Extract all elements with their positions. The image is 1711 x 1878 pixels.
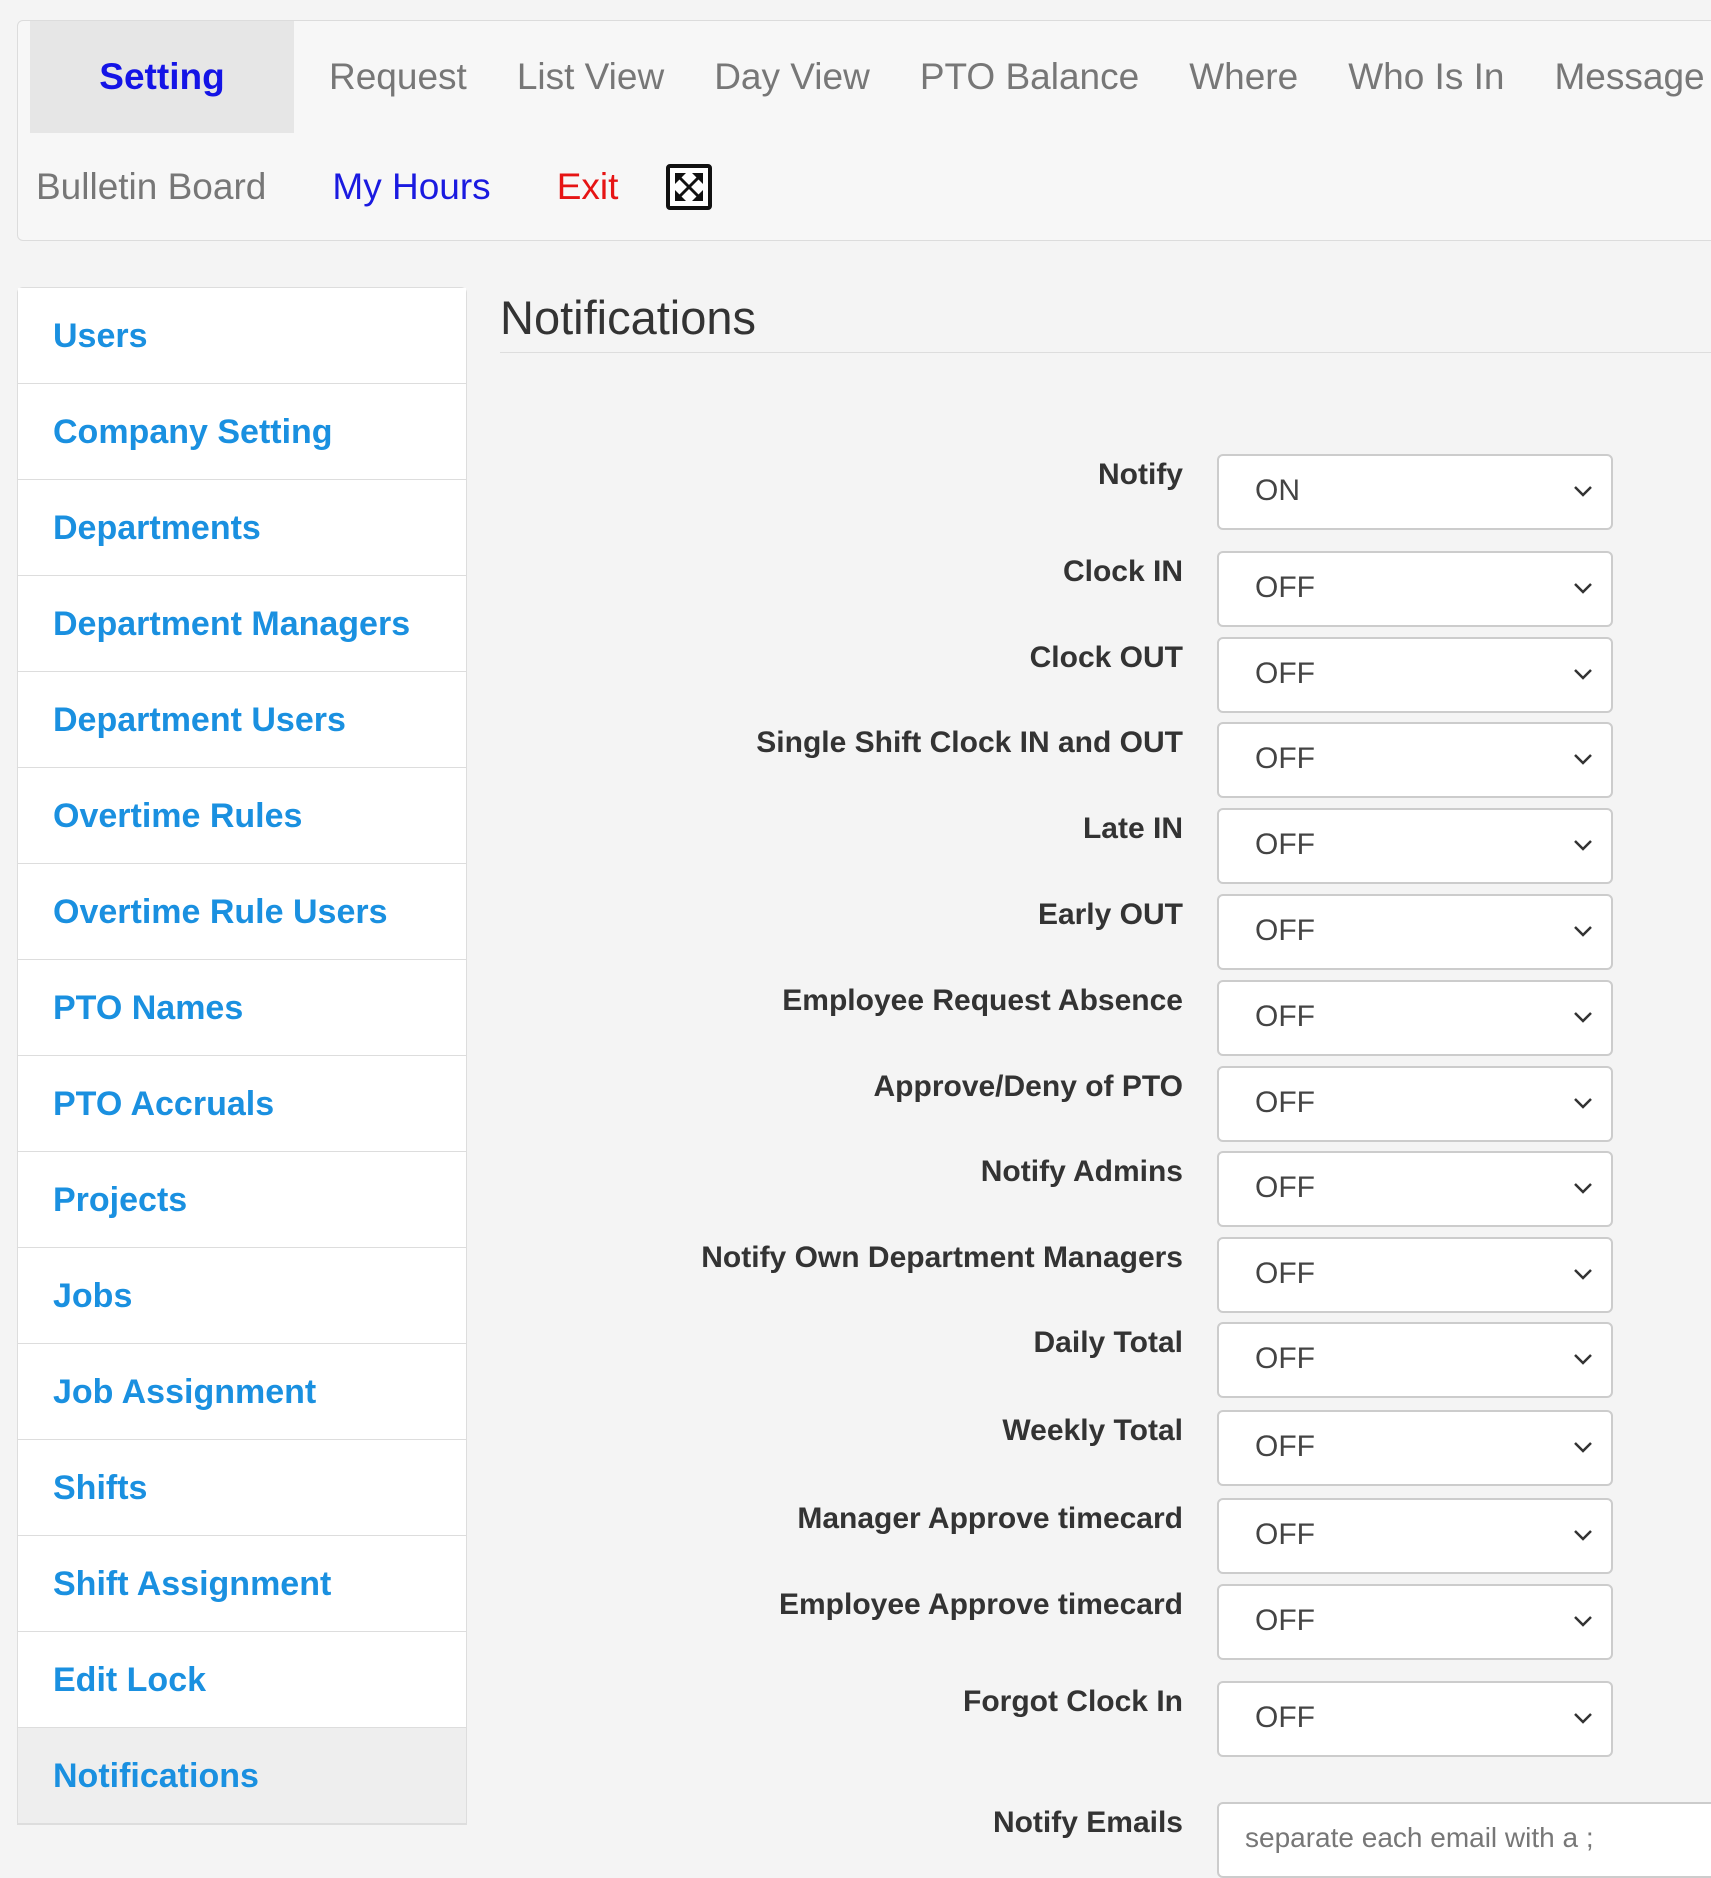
sidebar-item-departments[interactable]: Departments <box>18 480 466 576</box>
select-value: OFF <box>1255 1342 1315 1375</box>
clock-in-select[interactable] <box>1217 551 1613 627</box>
chevron-down-icon <box>1573 1096 1593 1110</box>
chevron-down-icon <box>1573 1711 1593 1725</box>
form-row-notify-emails <box>500 1802 1711 1878</box>
field-label: Notify Emails <box>992 1806 1183 1839</box>
weekly-total-select[interactable] <box>1217 1410 1613 1486</box>
field-label: Late IN <box>1082 812 1183 845</box>
chevron-down-icon <box>1573 838 1593 852</box>
top-navigation <box>17 20 1711 241</box>
sidebar-item-company-setting[interactable]: Company Setting <box>18 384 466 480</box>
page-title: Notifications <box>500 291 756 344</box>
form-row-manager-approve-timecard <box>500 1498 1711 1574</box>
form-row-forgot-clock-in <box>500 1681 1711 1757</box>
nav-tab-day-view[interactable]: Day View <box>714 56 870 97</box>
sidebar-item-jobs[interactable]: Jobs <box>18 1248 466 1344</box>
select-value: OFF <box>1255 1604 1315 1637</box>
nav-link-my-hours[interactable]: My Hours <box>332 166 491 207</box>
form-row-clock-in <box>500 551 1711 627</box>
sidebar-item-edit-lock[interactable]: Edit Lock <box>18 1632 466 1728</box>
notify-select[interactable] <box>1217 454 1613 530</box>
employee-approve-timecard-select[interactable] <box>1217 1584 1613 1660</box>
settings-sidebar <box>17 287 467 1825</box>
nav-row-secondary <box>18 133 712 241</box>
form-row-daily-total <box>500 1322 1711 1398</box>
single-shift-select[interactable] <box>1217 722 1613 798</box>
select-value: OFF <box>1255 1000 1315 1033</box>
select-value: OFF <box>1255 571 1315 604</box>
form-row-weekly-total <box>500 1410 1711 1486</box>
sidebar-item-shift-assignment[interactable]: Shift Assignment <box>18 1536 466 1632</box>
nav-tab-list-view[interactable]: List View <box>516 56 665 97</box>
field-label: Clock IN <box>1062 555 1183 588</box>
chevron-down-icon <box>1573 1528 1593 1542</box>
sidebar-item-pto-names[interactable]: PTO Names <box>18 960 466 1056</box>
form-row-notify <box>500 454 1711 530</box>
sidebar-item-overtime-rule-users[interactable]: Overtime Rule Users <box>18 864 466 960</box>
chevron-down-icon <box>1573 1181 1593 1195</box>
form-row-single-shift <box>500 722 1711 798</box>
sidebar-item-pto-accruals[interactable]: PTO Accruals <box>18 1056 466 1152</box>
manager-approve-timecard-select[interactable] <box>1217 1498 1613 1574</box>
clock-out-select[interactable] <box>1217 637 1613 713</box>
field-label: Early OUT <box>1037 898 1183 931</box>
select-value: OFF <box>1255 657 1315 690</box>
form-row-employee-approve-timecard <box>500 1584 1711 1660</box>
select-value: OFF <box>1255 1257 1315 1290</box>
late-in-select[interactable] <box>1217 808 1613 884</box>
notify-dept-managers-select[interactable] <box>1217 1237 1613 1313</box>
chevron-down-icon <box>1573 1614 1593 1628</box>
nav-link-bulletin-board[interactable]: Bulletin Board <box>36 166 267 207</box>
chevron-down-icon <box>1573 1267 1593 1281</box>
approve-deny-pto-select[interactable] <box>1217 1066 1613 1142</box>
field-label: Manager Approve timecard <box>797 1502 1183 1535</box>
fullscreen-icon[interactable] <box>666 164 712 210</box>
title-divider <box>500 352 1711 353</box>
field-label: Daily Total <box>1033 1326 1183 1359</box>
field-label: Forgot Clock In <box>963 1685 1183 1718</box>
request-absence-select[interactable] <box>1217 980 1613 1056</box>
chevron-down-icon <box>1573 1440 1593 1454</box>
form-row-early-out <box>500 894 1711 970</box>
form-row-request-absence <box>500 980 1711 1056</box>
select-value: OFF <box>1255 742 1315 775</box>
nav-tab-who-is-in[interactable]: Who Is In <box>1348 56 1505 97</box>
sidebar-item-department-users[interactable]: Department Users <box>18 672 466 768</box>
form-row-notify-dept-managers <box>500 1237 1711 1313</box>
select-value: OFF <box>1255 1430 1315 1463</box>
nav-tab-setting[interactable]: Setting <box>30 21 294 133</box>
select-value: OFF <box>1255 828 1315 861</box>
sidebar-item-shifts[interactable]: Shifts <box>18 1440 466 1536</box>
nav-tab-message[interactable]: Message <box>1554 56 1705 97</box>
chevron-down-icon <box>1573 581 1593 595</box>
chevron-down-icon <box>1573 484 1593 498</box>
select-value: OFF <box>1255 914 1315 947</box>
field-label: Notify <box>1098 458 1183 491</box>
chevron-down-icon <box>1573 667 1593 681</box>
sidebar-item-department-managers[interactable]: Department Managers <box>18 576 466 672</box>
sidebar-item-projects[interactable]: Projects <box>18 1152 466 1248</box>
daily-total-select[interactable] <box>1217 1322 1613 1398</box>
nav-tab-request[interactable]: Request <box>329 56 467 97</box>
sidebar-item-users[interactable]: Users <box>18 288 466 384</box>
select-value: OFF <box>1255 1086 1315 1119</box>
chevron-down-icon <box>1573 1352 1593 1366</box>
field-label: Notify Own Department Managers <box>701 1241 1183 1274</box>
field-label: Weekly Total <box>1002 1414 1183 1447</box>
form-row-notify-admins <box>500 1151 1711 1227</box>
select-value: OFF <box>1255 1701 1315 1734</box>
chevron-down-icon <box>1573 924 1593 938</box>
field-label: Employee Approve timecard <box>778 1588 1183 1621</box>
nav-tab-pto-balance[interactable]: PTO Balance <box>919 56 1140 97</box>
notify-emails-input[interactable]: separate each email with a ; <box>1217 1802 1711 1878</box>
chevron-down-icon <box>1573 752 1593 766</box>
notify-admins-select[interactable] <box>1217 1151 1613 1227</box>
chevron-down-icon <box>1573 1010 1593 1024</box>
field-label: Notify Admins <box>980 1155 1183 1188</box>
early-out-select[interactable] <box>1217 894 1613 970</box>
field-label: Approve/Deny of PTO <box>873 1070 1183 1103</box>
sidebar-item-job-assignment[interactable]: Job Assignment <box>18 1344 466 1440</box>
form-row-late-in <box>500 808 1711 884</box>
select-value: OFF <box>1255 1171 1315 1204</box>
select-value: OFF <box>1255 1518 1315 1551</box>
field-label: Single Shift Clock IN and OUT <box>756 726 1183 759</box>
field-label: Employee Request Absence <box>782 984 1183 1017</box>
forgot-clock-in-select[interactable] <box>1217 1681 1613 1757</box>
sidebar-item-overtime-rules[interactable]: Overtime Rules <box>18 768 466 864</box>
select-value: ON <box>1255 474 1300 507</box>
form-row-approve-deny-pto <box>500 1066 1711 1142</box>
form-row-clock-out <box>500 637 1711 713</box>
nav-link-exit[interactable]: Exit <box>556 166 619 207</box>
sidebar-item-notifications[interactable]: Notifications <box>18 1728 466 1824</box>
nav-tab-where[interactable]: Where <box>1189 56 1299 97</box>
field-label: Clock OUT <box>1029 641 1183 674</box>
nav-row-primary <box>30 21 1711 133</box>
